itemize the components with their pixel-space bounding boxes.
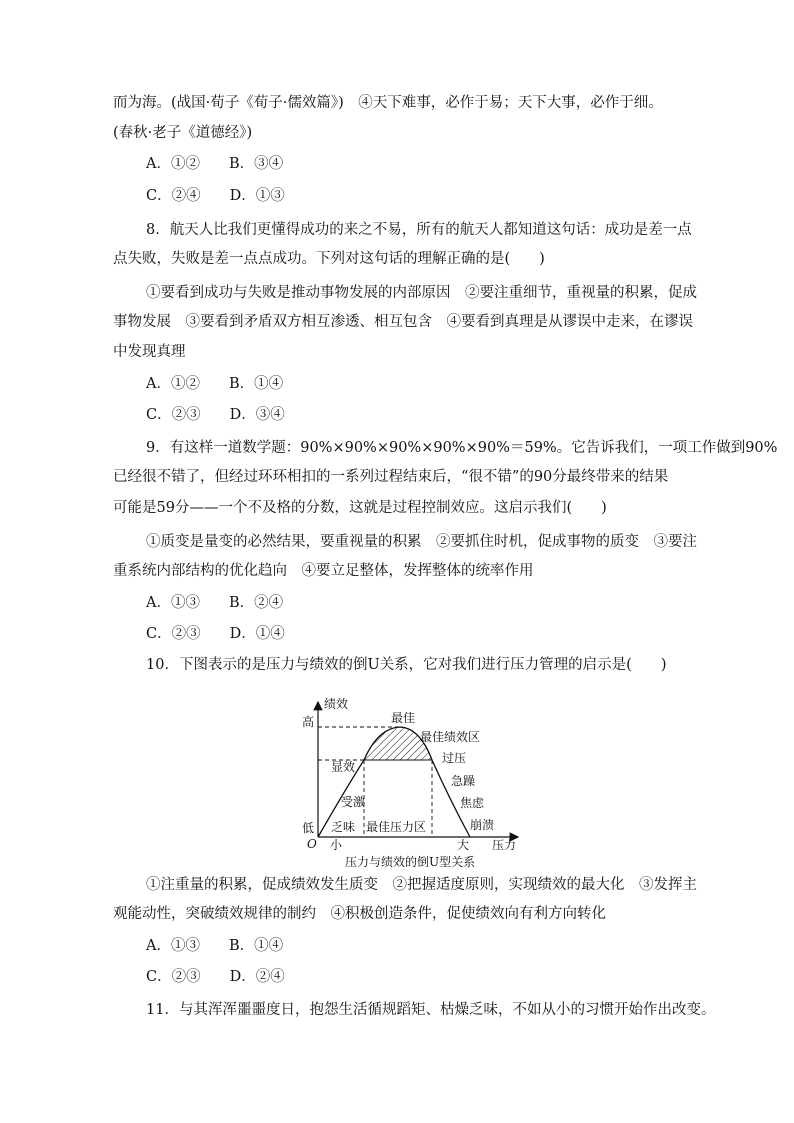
origin-label: O — [307, 837, 317, 851]
text-line: C．②③ D．①④ — [146, 626, 285, 642]
text-line: 事物发展 ③要看到矛盾双方相互渗透、相互包含 ④要看到真理是从谬误中走来，在谬误 — [113, 314, 693, 330]
label-dull: 乏味 — [331, 820, 356, 834]
text-line: C．②③ D．③④ — [146, 407, 285, 423]
text-line: (春秋·老子《道德经》) — [113, 125, 253, 141]
inverted-u-diagram — [296, 696, 528, 868]
text-line: A．①③ B．②④ — [146, 595, 284, 611]
y-axis-label: 绩效 — [324, 697, 349, 711]
text-line: 中发现真理 — [113, 344, 186, 360]
text-line: A．①③ B．①④ — [146, 938, 284, 954]
label-best-zone: 最佳绩效区 — [420, 730, 481, 744]
text-line: 已经很不错了，但经过环环相扣的一系列过程结束后，“很不错”的90分最终带来的结果 — [113, 469, 669, 485]
text-line: 11．与其浑浑噩噩度日，抱怨生活循规蹈矩、枯燥乏味，不如从小的习惯开始作出改变。 — [146, 1002, 716, 1018]
pressure-performance-figure — [296, 696, 528, 868]
label-high: 高 — [302, 715, 315, 729]
text-line: ①要看到成功与失败是推动事物发展的内部原因 ②要注重细节，重视量的积累，促成 — [146, 285, 697, 301]
label-stimulated: 受激 — [341, 795, 366, 809]
figure-caption: 压力与绩效的倒U型关系 — [345, 855, 476, 868]
text-line: A．①② B．③④ — [146, 156, 284, 172]
text-line: C．②④ D．①③ — [146, 188, 285, 204]
text-line: ①注重量的积累，促成绩效发生质变 ②把握适度原则，实现绩效的最大化 ③发挥主 — [146, 877, 697, 893]
text-line: 重系统内部结构的优化趋向 ④要立足整体，发挥整体的统率作用 — [113, 563, 534, 579]
text-line: 观能动性，突破绩效规律的制约 ④积极创造条件，促使绩效向有利方向转化 — [113, 906, 606, 922]
text-line: 点失败，失败是差一点点成功。下列对这句话的理解正确的是( ) — [113, 251, 545, 267]
text-line: 8．航天人比我们更懂得成功的来之不易，所有的航天人都知道这句话：成功是差一点 — [146, 222, 692, 238]
label-worried: 焦虑 — [460, 796, 485, 810]
label-low: 低 — [302, 821, 315, 835]
text-line: 10．下图表示的是压力与绩效的倒U关系，它对我们进行压力管理的启示是( ) — [146, 657, 667, 673]
label-large: 大 — [457, 838, 470, 852]
text-line: 可能是59分——一个不及格的分数，这就是过程控制效应。这启示我们( ) — [113, 500, 607, 516]
text-line: 而为海。(战国·荀子《荀子·儒效篇》) ④天下难事，必作于易；天下大事，必作于细。 — [113, 95, 663, 111]
label-overpressure: 过压 — [442, 751, 467, 765]
label-anxious: 急躁 — [451, 774, 476, 788]
text-line: ①质变是量变的必然结果，要重视量的积累 ②要抓住时机，促成事物的质变 ③要注 — [146, 534, 697, 550]
x-axis-label: 压力 — [492, 838, 517, 852]
label-small: 小 — [330, 838, 343, 852]
text-line: C．②③ D．②④ — [146, 969, 285, 985]
text-line: 9．有这样一道数学题：90%×90%×90%×90%×90%＝59%。它告诉我们，一项工作做到90% — [146, 440, 778, 456]
label-best: 最佳 — [391, 711, 416, 725]
label-best-pressure-zone: 最佳压力区 — [366, 820, 427, 834]
label-collapse: 崩溃 — [470, 818, 495, 832]
text-line: A．①② B．①④ — [146, 376, 284, 392]
label-significant: 显效 — [331, 760, 356, 774]
